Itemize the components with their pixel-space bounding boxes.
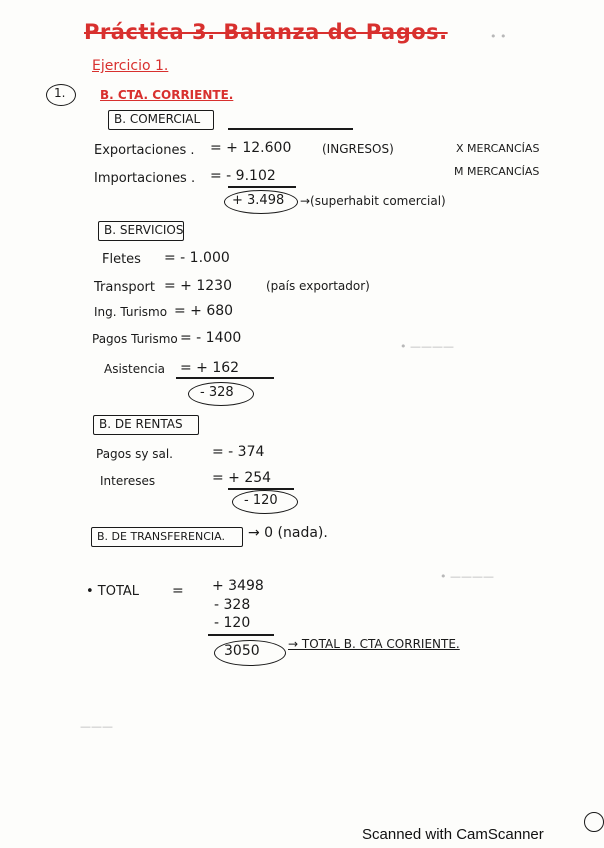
- exports-label: Exportaciones .: [94, 143, 195, 158]
- total-label: • TOTAL: [86, 584, 140, 599]
- rent-interest-value: = + 254: [212, 470, 272, 486]
- service-row-value: = - 1.000: [164, 250, 230, 266]
- total-result: 3050: [224, 643, 260, 659]
- exercise-heading: Ejercicio 1.: [92, 58, 169, 74]
- service-row-value: = + 1230: [164, 278, 232, 294]
- commercial-header: B. COMERCIAL: [114, 112, 201, 126]
- commercial-result: + 3.498: [232, 193, 285, 208]
- rent-pay-value: = - 374: [212, 444, 265, 460]
- transfers-value: → 0 (nada).: [248, 525, 328, 541]
- current-account-heading: B. CTA. CORRIENTE.: [100, 88, 234, 102]
- total-note: → TOTAL B. CTA CORRIENTE.: [288, 637, 460, 651]
- exports-overline: [228, 128, 353, 130]
- commercial-result-note: →(superhabit comercial): [300, 194, 446, 208]
- services-result: - 328: [200, 385, 234, 400]
- page-title: Práctica 3. Balanza de Pagos.: [84, 20, 448, 44]
- item-number: 1.: [54, 86, 66, 100]
- exports-side: X MERCANCÍAS: [456, 142, 540, 155]
- bleed-through-mark: • ————: [400, 340, 454, 353]
- imports-label: Importaciones .: [94, 171, 196, 186]
- service-row-note: (país exportador): [266, 279, 370, 293]
- service-row-value: = + 680: [174, 303, 234, 319]
- rent-interest-label: Intereses: [100, 474, 156, 488]
- services-sum-line: [176, 377, 274, 379]
- page-corner-mark: [584, 812, 604, 832]
- total-sum-line: [208, 634, 274, 636]
- exports-value: = + 12.600: [210, 140, 292, 156]
- services-header: B. SERVICIOS: [104, 223, 184, 237]
- service-row-label: Pagos Turismo: [92, 332, 178, 346]
- service-row-value: = + 162: [180, 360, 240, 376]
- total-eq: =: [172, 583, 184, 599]
- rents-result: - 120: [244, 493, 278, 508]
- bleed-through-mark: • •: [490, 30, 507, 43]
- total-line-1: + 3498: [212, 578, 264, 594]
- scanner-footer: Scanned with CamScanner: [362, 826, 544, 843]
- total-line-3: - 120: [214, 615, 251, 631]
- bleed-through-mark: ———: [80, 720, 113, 733]
- service-row-label: Transport: [94, 280, 156, 295]
- total-line-2: - 328: [214, 597, 251, 613]
- bleed-through-mark: • ————: [440, 570, 494, 583]
- exports-note: (INGRESOS): [322, 142, 394, 156]
- rents-header: B. DE RENTAS: [99, 417, 183, 431]
- service-row-label: Ing. Turismo: [94, 305, 168, 319]
- service-row-label: Asistencia: [104, 362, 166, 376]
- commercial-sum-line: [228, 186, 296, 188]
- imports-value: = - 9.102: [210, 168, 276, 184]
- service-row-label: Fletes: [102, 252, 141, 267]
- transfers-header: B. DE TRANSFERENCIA.: [97, 530, 225, 543]
- rent-pay-label: Pagos sy sal.: [96, 447, 173, 461]
- imports-side: M MERCANCÍAS: [454, 165, 540, 178]
- service-row-value: = - 1400: [180, 330, 242, 346]
